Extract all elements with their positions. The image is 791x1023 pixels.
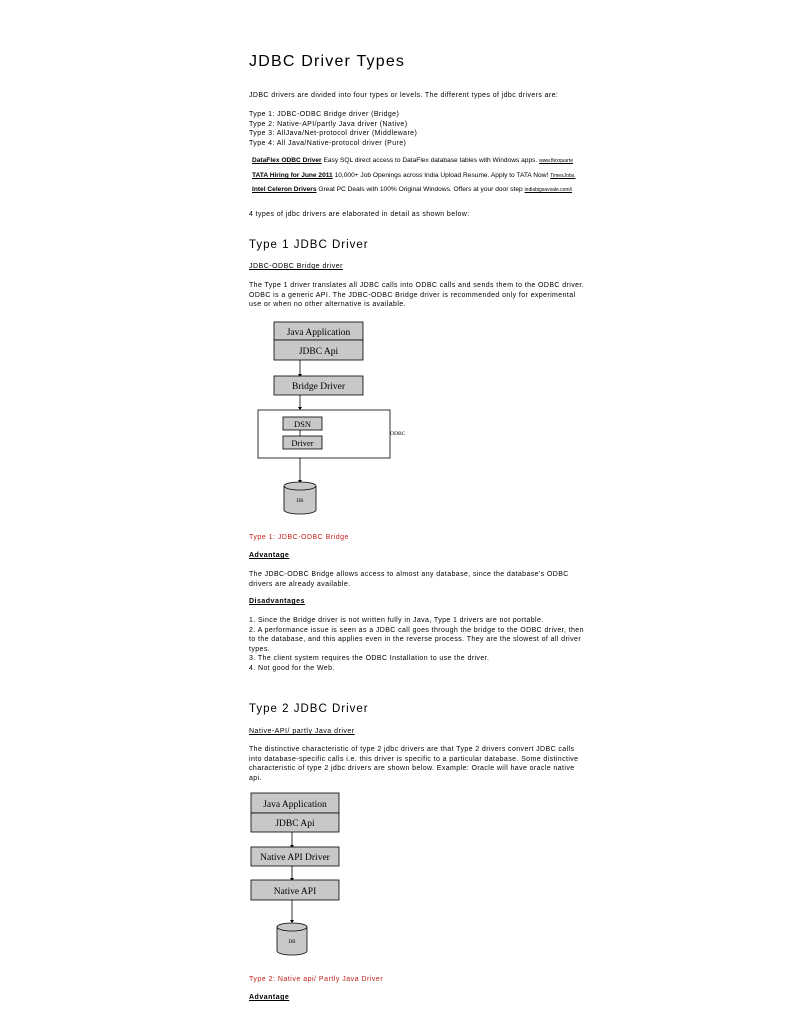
list-item: Type 3: AllJava/Net-protocol driver (Middleware) — [249, 130, 418, 137]
database-icon — [284, 482, 316, 514]
ad-url[interactable]: TimesJobs. — [550, 173, 576, 179]
arrow-head — [298, 407, 302, 410]
ad-row — [252, 171, 576, 181]
jdbc-api-label: JDBC Api — [275, 819, 315, 829]
type1-advantage-text — [249, 570, 629, 589]
type1-disadvantages-heading: Disadvantages — [249, 598, 305, 605]
type1-paragraph — [249, 281, 629, 310]
text-line: api. — [249, 774, 262, 782]
type2-subheading: Native-API/ partly Java driver — [249, 728, 355, 735]
text-line: ODBC is a generic API. The JDBC-ODBC Bridge driver is recommended only for experimental — [249, 291, 576, 299]
text-line: types. — [249, 645, 271, 653]
arrow-head — [290, 920, 294, 923]
text-line: to the database, and this applies even in the reverse process. They are the slowest of all driver — [249, 636, 582, 643]
type2-heading: Type 2 JDBC Driver — [249, 703, 369, 715]
driver-label: Driver — [291, 438, 314, 448]
ad-url[interactable]: indiabigsavsale.com/i — [524, 187, 573, 193]
text-line: 2. A performance issue is seen as a JDBC call goes through the bridge to the ODBC driver, then — [249, 626, 584, 634]
text-line: The distinctive characteristic of type 2 jdbc drivers are that Type 2 drivers convert JDBC calls — [249, 746, 575, 753]
text-line: drivers are already available. — [249, 580, 351, 588]
db-label: DB — [296, 499, 304, 504]
ad-text: Great PC Deals with 100% Original Windows. Offers at your door step — [316, 186, 525, 193]
text-line: into database-specific calls i.e. this driver is specific to a particular database. Some distinctive — [249, 755, 579, 763]
intro-text: JDBC drivers are divided into four types or levels. The different types of jdbc drivers are: — [249, 92, 559, 99]
type1-heading: Type 1 JDBC Driver — [249, 239, 369, 251]
db-label: DB — [288, 940, 296, 945]
types-list — [249, 110, 629, 148]
java-app-label: Java Application — [286, 328, 351, 338]
type1-advantage-heading: Advantage — [249, 552, 290, 559]
text-line: 4. Not good for the Web. — [249, 664, 335, 672]
java-app-label: Java Application — [263, 800, 327, 810]
text-line: The Type 1 driver translates all JDBC calls into ODBC calls and sends them to the ODBC driver. — [249, 282, 585, 289]
ad-link[interactable]: DataFlex ODBC Driver — [252, 157, 322, 164]
native-api-driver-label: Native API Driver — [260, 853, 330, 863]
type2-advantage-heading: Advantage — [249, 994, 290, 1001]
type1-disadvantages-text — [249, 616, 629, 673]
list-item: Type 1: JDBC-ODBC Bridge driver (Bridge) — [249, 111, 400, 118]
ad-url[interactable]: www.flexquarte — [539, 158, 573, 164]
page-title: JDBC Driver Types — [249, 53, 406, 70]
type1-subheading: JDBC-ODBC Bridge driver — [249, 263, 343, 270]
odbc-container — [258, 410, 390, 458]
ad-link[interactable]: Intel Celeron Drivers — [252, 186, 317, 193]
list-item: Type 2: Native-API/partly Java driver (Native) — [249, 120, 408, 128]
native-api-label: Native API — [273, 887, 317, 897]
type2-paragraph — [249, 745, 629, 783]
database-icon — [277, 923, 307, 955]
type1-diagram — [250, 318, 420, 518]
type1-caption: Type 1: JDBC-ODBC Bridge — [249, 534, 349, 541]
text-line: 3. The client system requires the ODBC Installation to use the driver. — [249, 655, 490, 662]
text-line: The JDBC-ODBC Bridge allows access to almost any database, since the database's ODBC — [249, 571, 569, 578]
ad-row — [252, 185, 572, 195]
text-line: characteristic of type 2 jdbc drivers are shown below. Example: Oracle will have oracle native — [249, 765, 575, 772]
list-item: Type 4: All Java/Native-protocol driver (Pure) — [249, 139, 407, 147]
text-line: use or when no other alternative is available. — [249, 301, 406, 308]
bridge-driver-label: Bridge Driver — [291, 382, 346, 392]
ad-row — [252, 156, 573, 166]
type2-diagram — [248, 790, 348, 965]
jdbc-api-label: JDBC Api — [298, 347, 339, 357]
dsn-label: DSN — [293, 419, 312, 429]
type2-caption: Type 2: Native api/ Partly Java Driver — [249, 976, 384, 983]
odbc-label: ODBC — [390, 431, 406, 437]
ad-text: Easy SQL direct access to DataFlex database tables with Windows apps. — [321, 157, 540, 164]
elaborated-text: 4 types of jdbc drivers are elaborated in detail as shown below: — [249, 211, 470, 218]
text-line: 1. Since the Bridge driver is not written fully in Java, Type 1 drivers are not portable. — [249, 617, 544, 624]
ad-text: 10,000+ Job Openings across India Upload Resume. Apply to TATA Now! — [332, 172, 551, 179]
ad-link[interactable]: TATA Hiring for June 2011 — [252, 172, 333, 179]
